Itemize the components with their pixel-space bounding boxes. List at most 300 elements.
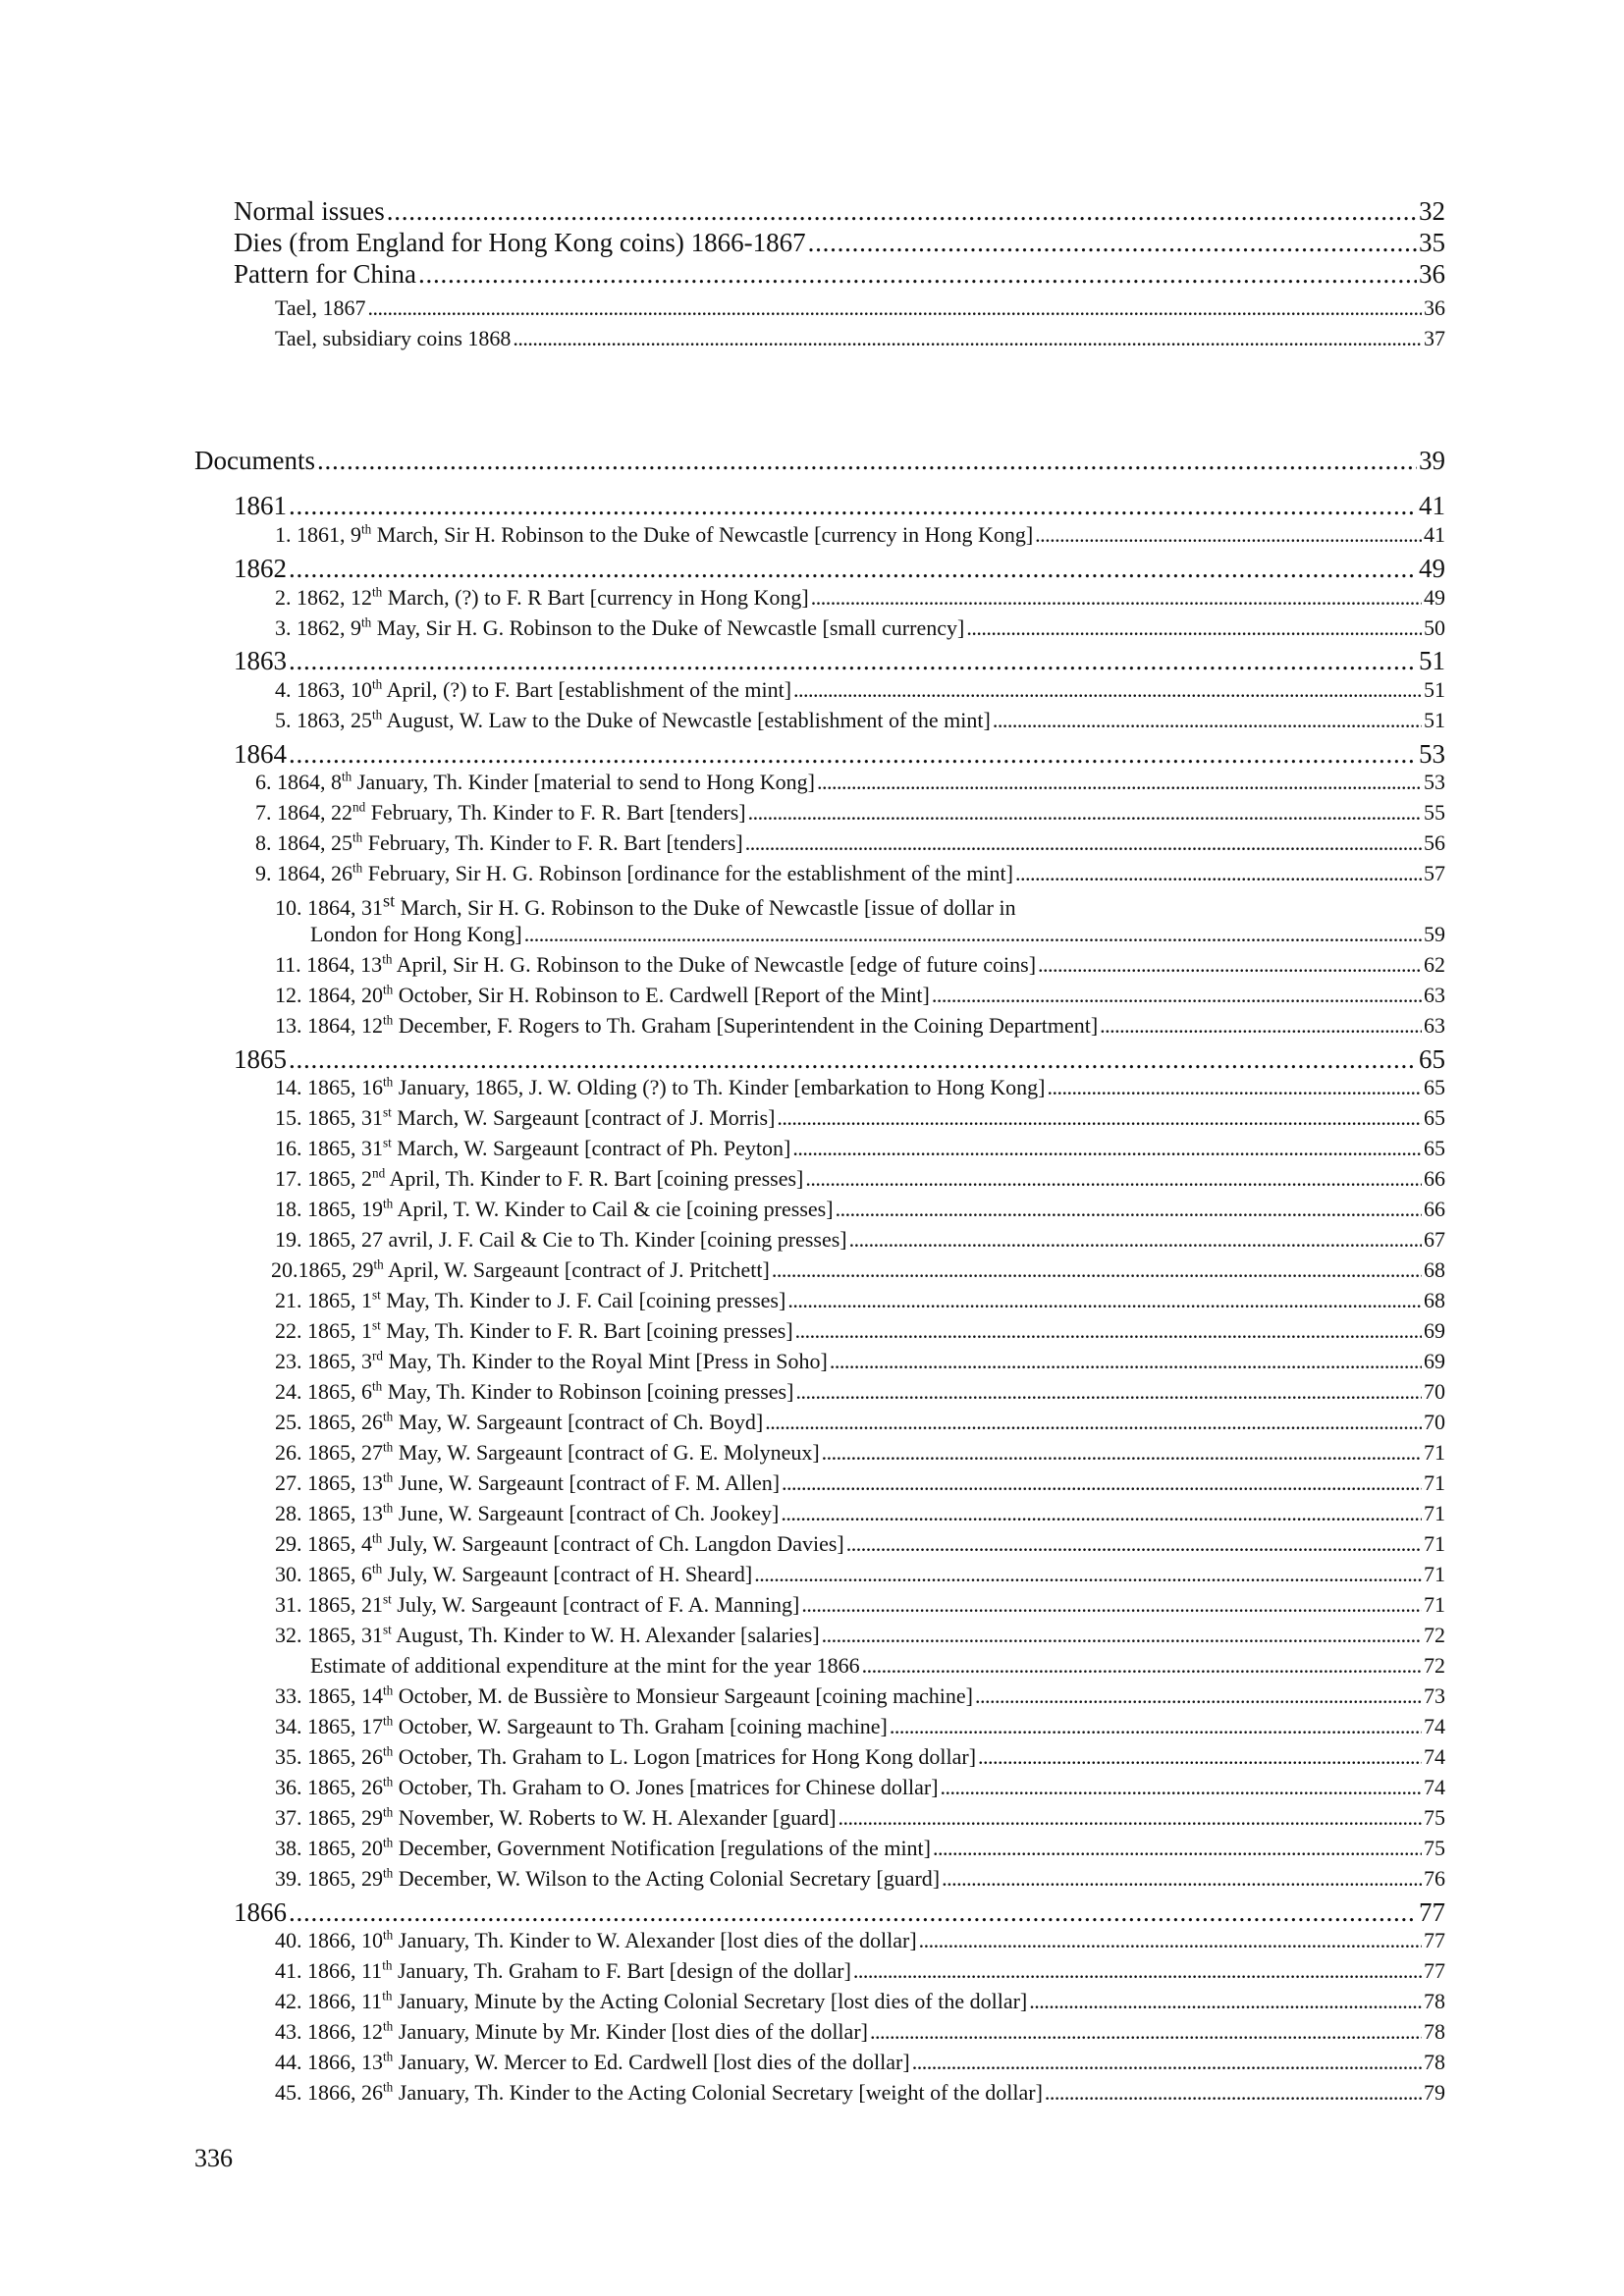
- toc-entry: [194, 446, 1445, 476]
- dot-leader: [817, 770, 1422, 795]
- toc-entry-title: [275, 1136, 790, 1161]
- toc-entry-title-prefix: 44. 1866, 13: [275, 2050, 383, 2074]
- toc-entry-title-prefix: 32. 1865, 31: [275, 1623, 383, 1647]
- toc-entry: [255, 770, 1445, 795]
- toc-entry-title: [275, 1440, 820, 1466]
- toc-page-number: 73: [1424, 1683, 1445, 1708]
- toc-entry-title-prefix: 6. 1864, 8: [255, 770, 342, 794]
- toc-entry-title: [255, 830, 743, 856]
- toc-entry-title-prefix: 5. 1863, 25: [275, 708, 372, 732]
- toc-entry-title-rest: January, Th. Graham to F. Bart [design of the dollar]: [392, 1958, 851, 1983]
- toc-entry-title: [275, 522, 1033, 548]
- dot-leader: [993, 708, 1422, 733]
- toc-page-number: 72: [1424, 1653, 1445, 1678]
- ordinal-suffix: nd: [352, 799, 366, 815]
- toc-entry: [234, 646, 1445, 676]
- dot-leader: [289, 1897, 1417, 1928]
- toc-entry: [275, 983, 1445, 1008]
- toc-entry-title-rest: August, W. Law to the Duke of Newcastle [establishment of the mint]: [382, 708, 991, 732]
- toc-page-number: 78: [1424, 1989, 1445, 2013]
- dot-leader: [793, 677, 1422, 703]
- dot-leader: [289, 739, 1417, 770]
- dot-leader: [942, 1866, 1422, 1892]
- toc-entry-title-prefix: 8. 1864, 25: [255, 830, 352, 855]
- dot-leader: [978, 1744, 1422, 1770]
- ordinal-suffix: th: [383, 1743, 394, 1759]
- ordinal-suffix: st: [383, 1622, 392, 1637]
- toc-entry-title: 1862: [234, 554, 287, 583]
- toc-page-number: 62: [1424, 952, 1445, 977]
- toc-entry-title: 1866: [234, 1897, 287, 1927]
- toc-entry: [275, 1836, 1445, 1861]
- toc-page-number: 77: [1424, 1928, 1445, 1952]
- toc-entry-title-prefix: 26. 1865, 27: [275, 1440, 383, 1465]
- ordinal-suffix: th: [372, 584, 383, 600]
- toc-entry-title: [275, 1683, 973, 1709]
- toc-entry-title-prefix: 40. 1866, 10: [275, 1928, 383, 1952]
- toc-entry: [275, 522, 1445, 548]
- dot-leader: [317, 446, 1417, 476]
- toc-page-number: 41: [1424, 522, 1445, 547]
- ordinal-suffix: th: [383, 1500, 394, 1516]
- ordinal-suffix: th: [383, 2049, 394, 2064]
- toc-page-number: 74: [1424, 1714, 1445, 1738]
- ordinal-suffix: st: [383, 1135, 392, 1150]
- toc-entry-title-rest: November, W. Roberts to W. H. Alexander [guard]: [393, 1805, 837, 1830]
- toc-page-number: 56: [1424, 830, 1445, 855]
- dot-leader: [853, 1958, 1422, 1984]
- toc-entry-title-prefix: 37. 1865, 29: [275, 1805, 383, 1830]
- toc-entry-title: 1863: [234, 646, 287, 675]
- dot-leader: [765, 1410, 1422, 1435]
- toc-entry: [275, 1531, 1445, 1557]
- dot-leader: [777, 1105, 1422, 1131]
- dot-leader: [748, 800, 1422, 826]
- toc-entry-title-rest: August, Th. Kinder to W. H. Alexander [salaries]: [391, 1623, 820, 1647]
- toc-entry-title-rest: May, W. Sargeaunt [contract of Ch. Boyd]: [393, 1410, 764, 1434]
- toc-entry-title: [275, 1410, 763, 1435]
- toc-page-number: 63: [1424, 1013, 1445, 1038]
- toc-page-number: 77: [1419, 1897, 1445, 1927]
- toc-page-number: 70: [1424, 1379, 1445, 1404]
- toc-entry-title: [275, 2080, 1043, 2106]
- toc-entry: [275, 891, 1016, 921]
- ordinal-suffix: st: [372, 1287, 381, 1303]
- dot-leader: [782, 1470, 1422, 1496]
- toc-entry-title-rest: June, W. Sargeaunt [contract of F. M. Allen]: [393, 1470, 781, 1495]
- toc-page-number: 68: [1424, 1288, 1445, 1312]
- dot-leader: [862, 1653, 1422, 1679]
- toc-entry: [275, 1288, 1445, 1313]
- ordinal-suffix: th: [383, 1682, 394, 1698]
- ordinal-suffix: th: [342, 769, 352, 784]
- toc-entry-title-rest: May, Th. Kinder to the Royal Mint [Press in Soho]: [383, 1349, 828, 1373]
- ordinal-suffix: th: [383, 2079, 394, 2095]
- toc-page-number: 65: [1424, 1136, 1445, 1160]
- dot-leader: [1035, 522, 1422, 548]
- toc-page-number: 69: [1424, 1318, 1445, 1343]
- ordinal-suffix: th: [383, 1469, 394, 1485]
- toc-entry-title-prefix: 15. 1865, 31: [275, 1105, 383, 1130]
- dot-leader: [1100, 1013, 1422, 1039]
- toc-page-number: 51: [1424, 708, 1445, 732]
- dot-leader: [912, 2050, 1422, 2075]
- toc-entry: [275, 1410, 1445, 1435]
- toc-page-number: 49: [1419, 554, 1445, 583]
- toc-entry: [234, 1044, 1445, 1075]
- toc-entry-title-rest: February, Th. Kinder to F. R. Bart [tenders]: [365, 800, 746, 825]
- dot-leader: [932, 983, 1422, 1008]
- dot-leader: [1015, 861, 1422, 886]
- toc-entry-title-rest: October, Th. Graham to L. Logon [matrices for Hong Kong dollar]: [393, 1744, 977, 1769]
- toc-entry-title-rest: July, W. Sargeaunt [contract of F. A. Manning]: [391, 1592, 800, 1617]
- dot-leader: [418, 259, 1417, 290]
- toc-entry-title-rest: October, W. Sargeaunt to Th. Graham [coining machine]: [393, 1714, 888, 1738]
- toc-entry-title-rest: January, Th. Kinder to the Acting Colonial Secretary [weight of the dollar]: [393, 2080, 1043, 2105]
- dot-leader: [966, 615, 1422, 641]
- toc-page-number: 67: [1424, 1227, 1445, 1252]
- toc-entry: [255, 830, 1445, 856]
- toc-entry-title: 1861: [234, 491, 287, 520]
- ordinal-suffix: th: [382, 951, 393, 967]
- ordinal-suffix: th: [383, 2018, 394, 2034]
- toc-page-number: 35: [1419, 228, 1445, 257]
- toc-entry-title-rest: January, 1865, J. W. Olding (?) to Th. Kinder [embarkation to Hong Kong]: [393, 1075, 1046, 1099]
- toc-entry-title-prefix: 29. 1865, 4: [275, 1531, 372, 1556]
- toc-entry-title: [275, 2050, 910, 2075]
- dot-leader: [289, 491, 1417, 521]
- toc-entry-title-prefix: 41. 1866, 11: [275, 1958, 383, 1983]
- toc-page-number: 53: [1424, 770, 1445, 794]
- toc-entry-title: [255, 800, 746, 826]
- toc-entry-title: 19. 1865, 27 avril, J. F. Cail & Cie to Th. Kinder [coining presses]: [275, 1227, 847, 1252]
- toc-entry: [275, 952, 1445, 978]
- toc-entry: [275, 1166, 1445, 1192]
- dot-leader: [830, 1349, 1422, 1374]
- toc-page-number: 77: [1424, 1958, 1445, 1983]
- toc-entry-title-prefix: 39. 1865, 29: [275, 1866, 383, 1891]
- toc-entry-title-prefix: 4. 1863, 10: [275, 677, 372, 702]
- toc-entry-title: Documents: [194, 446, 315, 475]
- toc-page-number: 70: [1424, 1410, 1445, 1434]
- toc-page-number: 74: [1424, 1744, 1445, 1769]
- toc-page-number: 66: [1424, 1197, 1445, 1221]
- toc-entry-title-rest: January, W. Mercer to Ed. Cardwell [lost dies of the dollar]: [393, 2050, 910, 2074]
- toc-entry-title: [275, 952, 1036, 978]
- toc-page-number: 51: [1419, 646, 1445, 675]
- dot-leader: [839, 1805, 1422, 1831]
- toc-entry-title: [275, 1318, 793, 1344]
- toc-page-number: 71: [1424, 1501, 1445, 1525]
- ordinal-suffix: th: [373, 1256, 384, 1272]
- toc-entry: [275, 1683, 1445, 1709]
- toc-entry-title: [275, 1775, 939, 1800]
- toc-entry-title-rest: April, W. Sargeaunt [contract of J. Pritchett]: [383, 1257, 770, 1282]
- toc-entry-title-rest: January, Th. Kinder [material to send to Hong Kong]: [352, 770, 815, 794]
- toc-page-number: 51: [1424, 677, 1445, 702]
- dot-leader: [368, 295, 1422, 321]
- dot-leader: [289, 1044, 1417, 1075]
- ordinal-suffix: th: [383, 1835, 394, 1850]
- toc-entry-title-rest: March, W. Sargeaunt [contract of J. Morris]: [391, 1105, 776, 1130]
- toc-entry-title: [275, 1379, 793, 1405]
- toc-entry-title-rest: October, M. de Bussière to Monsieur Sargeaunt [coining machine]: [393, 1683, 973, 1708]
- toc-entry-title-prefix: 2. 1862, 12: [275, 585, 372, 610]
- toc-entry: [275, 708, 1445, 733]
- toc-page-number: 36: [1424, 295, 1445, 320]
- ordinal-suffix: st: [383, 891, 396, 911]
- toc-entry-title-prefix: 45. 1866, 26: [275, 2080, 383, 2105]
- toc-entry-title-prefix: 43. 1866, 12: [275, 2019, 383, 2044]
- toc-entry-title: [275, 615, 964, 641]
- toc-page-number: 78: [1424, 2050, 1445, 2074]
- toc-entry-title-prefix: 1. 1861, 9: [275, 522, 361, 547]
- toc-entry: [275, 2080, 1445, 2106]
- dot-leader: [870, 2019, 1422, 2045]
- toc-entry-title: Tael, subsidiary coins 1868: [275, 326, 512, 350]
- ordinal-suffix: th: [383, 1196, 394, 1211]
- ordinal-suffix: rd: [372, 1348, 383, 1363]
- toc-page-number: 68: [1424, 1257, 1445, 1282]
- ordinal-suffix: th: [383, 1713, 394, 1729]
- toc-page-number: 79: [1424, 2080, 1445, 2105]
- ordinal-suffix: th: [352, 829, 363, 845]
- toc-entry-title-prefix: 22. 1865, 1: [275, 1318, 372, 1343]
- toc-entry-title-rest: May, Sir H. G. Robinson to the Duke of Newcastle [small currency]: [371, 615, 965, 640]
- toc-entry: [275, 2050, 1445, 2075]
- dot-leader: [1047, 1075, 1422, 1100]
- toc-entry: [275, 1227, 1445, 1253]
- toc-entry-title-prefix: 36. 1865, 26: [275, 1775, 383, 1799]
- toc-entry-title-prefix: 25. 1865, 26: [275, 1410, 383, 1434]
- toc-entry-title-rest: May, Th. Kinder to F. R. Bart [coining presses]: [380, 1318, 793, 1343]
- toc-entry-title-prefix: 28. 1865, 13: [275, 1501, 383, 1525]
- toc-entry-title: [275, 2019, 868, 2045]
- dot-leader: [890, 1714, 1422, 1739]
- dot-leader: [387, 196, 1417, 227]
- toc-entry-title-rest: December, W. Wilson to the Acting Colonial Secretary [guard]: [393, 1866, 941, 1891]
- toc-page-number: 36: [1419, 259, 1445, 289]
- toc-entry: [275, 1592, 1445, 1618]
- toc-page-number: 71: [1424, 1440, 1445, 1465]
- toc-entry: [275, 1714, 1445, 1739]
- dot-leader: [933, 1836, 1422, 1861]
- toc-entry: [275, 1623, 1445, 1648]
- dot-leader: [787, 1288, 1422, 1313]
- toc-entry-title-rest: February, Sir H. G. Robinson [ordinance for the establishment of the mint]: [362, 861, 1013, 885]
- toc-page-number: 49: [1424, 585, 1445, 610]
- toc-entry-title-prefix: 18. 1865, 19: [275, 1197, 383, 1221]
- toc-entry: [275, 1136, 1445, 1161]
- toc-entry-title-prefix: 31. 1865, 21: [275, 1592, 383, 1617]
- toc-page-number: 65: [1424, 1075, 1445, 1099]
- toc-entry-title-prefix: 38. 1865, 20: [275, 1836, 383, 1860]
- toc-entry-title-rest: April, T. W. Kinder to Cail & cie [coining presses]: [393, 1197, 834, 1221]
- toc-page-number: 63: [1424, 983, 1445, 1007]
- toc-page-number: 65: [1419, 1044, 1445, 1074]
- toc-entry-title: [275, 1836, 931, 1861]
- toc-entry: [275, 1379, 1445, 1405]
- ordinal-suffix: th: [383, 1865, 394, 1881]
- toc-entry: [275, 1349, 1445, 1374]
- toc-entry-title: [255, 770, 815, 795]
- toc-entry-title: [275, 1592, 799, 1618]
- toc-entry-title-rest: May, Th. Kinder to J. F. Cail [coining presses]: [380, 1288, 786, 1312]
- toc-entry: [234, 1897, 1445, 1928]
- toc-entry-title-prefix: 14. 1865, 16: [275, 1075, 383, 1099]
- dot-leader: [1029, 1989, 1422, 2014]
- ordinal-suffix: th: [383, 982, 394, 997]
- toc-entry: [275, 1562, 1445, 1587]
- toc-entry-title-rest: March, Sir H. G. Robinson to the Duke of Newcastle [issue of dollar in: [395, 895, 1016, 921]
- toc-entry-title: [275, 1531, 844, 1557]
- dot-leader: [941, 1775, 1422, 1800]
- dot-leader: [745, 830, 1422, 856]
- dot-leader: [289, 646, 1417, 676]
- toc-entry-title-rest: May, W. Sargeaunt [contract of G. E. Molyneux]: [393, 1440, 820, 1465]
- toc-entry-title-prefix: 24. 1865, 6: [275, 1379, 372, 1404]
- toc-entry-title: [275, 1470, 780, 1496]
- toc-entry-title: Normal issues: [234, 196, 385, 226]
- toc-entry-title-prefix: 16. 1865, 31: [275, 1136, 383, 1160]
- toc-entry-title: [275, 708, 991, 733]
- toc-entry-title: [275, 1623, 820, 1648]
- toc-page-number: 78: [1424, 2019, 1445, 2044]
- toc-entry: [275, 1928, 1445, 1953]
- toc-entry-title: [275, 1288, 785, 1313]
- dot-leader: [289, 554, 1417, 584]
- toc-entry: [310, 1653, 1445, 1679]
- toc-entry: [275, 1805, 1445, 1831]
- toc-page-number: 69: [1424, 1349, 1445, 1373]
- toc-entry-title: [271, 1257, 770, 1283]
- toc-entry-title-rest: April, (?) to F. Bart [establishment of the mint]: [382, 677, 792, 702]
- toc-entry-title-prefix: 12. 1864, 20: [275, 983, 383, 1007]
- toc-entry-title: [275, 983, 930, 1008]
- toc-entry-title: Dies (from England for Hong Kong coins) 1866-1867: [234, 228, 806, 257]
- ordinal-suffix: th: [352, 860, 363, 876]
- toc-page-number: 37: [1424, 326, 1445, 350]
- toc-page-number: 71: [1424, 1531, 1445, 1556]
- ordinal-suffix: th: [383, 1927, 394, 1943]
- toc-entry: [275, 1318, 1445, 1344]
- toc-entry-title: Tael, 1867: [275, 295, 366, 320]
- toc-entry: [275, 1866, 1445, 1892]
- toc-entry-title: [275, 1928, 917, 1953]
- toc-page-number: 32: [1419, 196, 1445, 226]
- ordinal-suffix: th: [383, 1439, 394, 1455]
- dot-leader: [805, 1166, 1422, 1192]
- toc-entry: [255, 800, 1445, 826]
- toc-entry-title-rest: April, Th. Kinder to F. R. Bart [coining presses]: [385, 1166, 804, 1191]
- toc-entry-title: [275, 1958, 851, 1984]
- toc-entry-title-prefix: 10. 1864, 31: [275, 895, 383, 921]
- toc-entry: [275, 2019, 1445, 2045]
- dot-leader: [801, 1592, 1422, 1618]
- toc-page-number: 65: [1424, 1105, 1445, 1130]
- toc-entry-title: Pattern for China: [234, 259, 416, 289]
- toc-entry-title-rest: July, W. Sargeaunt [contract of H. Sheard]: [382, 1562, 753, 1586]
- toc-entry-title-rest: April, Sir H. G. Robinson to the Duke of Newcastle [edge of future coins]: [392, 952, 1037, 977]
- ordinal-suffix: th: [372, 707, 383, 722]
- ordinal-suffix: th: [383, 1012, 394, 1028]
- toc-entry: [271, 1257, 1445, 1283]
- ordinal-suffix: st: [372, 1317, 381, 1333]
- toc-entry-title: 1865: [234, 1044, 287, 1074]
- toc-entry: [275, 615, 1445, 641]
- dot-leader: [1045, 2080, 1422, 2106]
- dot-leader: [795, 1379, 1422, 1405]
- dot-leader: [772, 1257, 1422, 1283]
- toc-entry-title-rest: February, Th. Kinder to F. R. Bart [tenders]: [362, 830, 743, 855]
- toc-entry: [275, 1013, 1445, 1039]
- dot-leader: [975, 1683, 1422, 1709]
- toc-entry: [234, 228, 1445, 258]
- dot-leader: [1038, 952, 1422, 978]
- dot-leader: [849, 1227, 1422, 1253]
- toc-entry-title: [275, 1075, 1045, 1100]
- toc-entry: [275, 1775, 1445, 1800]
- toc-entry-title-rest: March, Sir H. Robinson to the Duke of Newcastle [currency in Hong Kong]: [371, 522, 1034, 547]
- toc-entry-title-prefix: 11. 1864, 13: [275, 952, 383, 977]
- dot-leader: [792, 1136, 1422, 1161]
- toc-entry-title-prefix: 23. 1865, 3: [275, 1349, 372, 1373]
- toc-entry-title: [275, 1562, 752, 1587]
- toc-entry-title-rest: October, Th. Graham to O. Jones [matrices for Chinese dollar]: [393, 1775, 939, 1799]
- toc-entry-title: London for Hong Kong]: [310, 922, 522, 946]
- dot-leader: [919, 1928, 1422, 1953]
- toc-entry: [234, 259, 1445, 290]
- toc-entry-title-prefix: 30. 1865, 6: [275, 1562, 372, 1586]
- toc-entry: [234, 196, 1445, 227]
- ordinal-suffix: th: [361, 614, 372, 630]
- ordinal-suffix: th: [383, 1774, 394, 1789]
- toc-entry-title-prefix: 20.1865, 29: [271, 1257, 374, 1282]
- toc-entry: [275, 1105, 1445, 1131]
- toc-page-number: 72: [1424, 1623, 1445, 1647]
- toc-entry-title: 1864: [234, 739, 287, 769]
- toc-page-number: 41: [1419, 491, 1445, 520]
- toc-page-number: 71: [1424, 1562, 1445, 1586]
- toc-entry-title: [275, 1744, 976, 1770]
- ordinal-suffix: st: [383, 1591, 392, 1607]
- toc-entry: [310, 922, 1445, 947]
- toc-entry-title-prefix: 21. 1865, 1: [275, 1288, 372, 1312]
- dot-leader: [822, 1623, 1422, 1648]
- dot-leader: [846, 1531, 1422, 1557]
- dot-leader: [524, 922, 1422, 947]
- toc-page-number: 71: [1424, 1592, 1445, 1617]
- toc-entry-title: [275, 1166, 803, 1192]
- toc-entry-title-prefix: 9. 1864, 26: [255, 861, 352, 885]
- toc-entry-title-rest: March, (?) to F. R Bart [currency in Hong Kong]: [382, 585, 809, 610]
- ordinal-suffix: th: [372, 1378, 383, 1394]
- toc-entry-title: [275, 1105, 775, 1131]
- toc-entry: [275, 677, 1445, 703]
- dot-leader: [836, 1197, 1422, 1222]
- toc-entry-title: [275, 1349, 828, 1374]
- toc-entry-title: [275, 1197, 834, 1222]
- ordinal-suffix: th: [382, 1957, 393, 1973]
- toc-entry-title-rest: March, W. Sargeaunt [contract of Ph. Peyton]: [391, 1136, 791, 1160]
- toc-entry-title: [255, 861, 1013, 886]
- toc-entry-title-prefix: 13. 1864, 12: [275, 1013, 383, 1038]
- toc-page-number: 50: [1424, 615, 1445, 640]
- ordinal-suffix: nd: [372, 1165, 386, 1181]
- toc-entry-title-prefix: 3. 1862, 9: [275, 615, 361, 640]
- toc-entry: [275, 585, 1445, 611]
- ordinal-suffix: st: [383, 1104, 392, 1120]
